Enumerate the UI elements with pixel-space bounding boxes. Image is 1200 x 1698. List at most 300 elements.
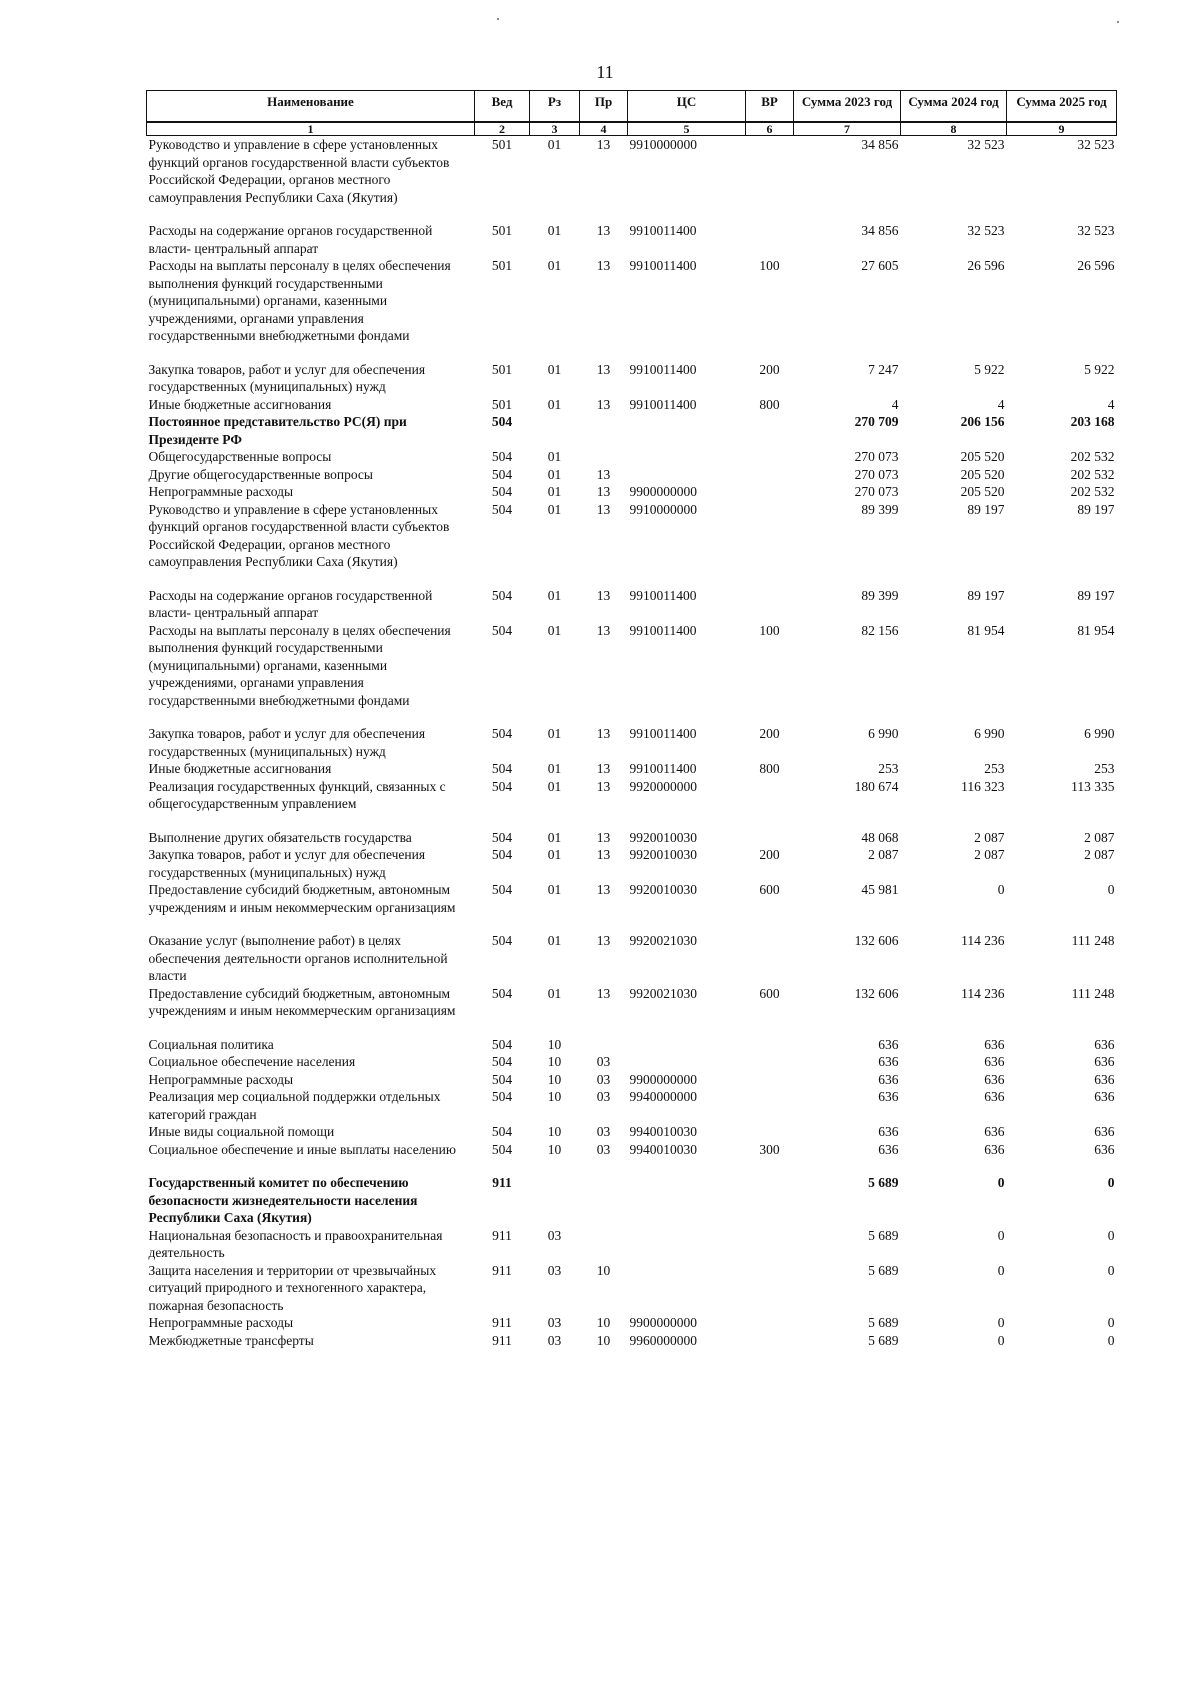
row-cs: 9900000000 [629, 1071, 697, 1087]
row-pr: 13 [596, 778, 611, 794]
row-pr: 13 [596, 396, 611, 412]
row-pr: 10 [596, 1332, 611, 1348]
row-cs: 9910011400 [629, 726, 697, 741]
row-ved: 504 [491, 829, 513, 845]
row-ved: 504 [491, 484, 513, 499]
row-sum-2023: 270 073 [854, 466, 899, 482]
row-rz: 10 [547, 1054, 562, 1069]
table-row [147, 725, 1117, 760]
table-row [147, 136, 1117, 223]
row-rz: 01 [547, 933, 562, 948]
row-pr: 13 [596, 137, 611, 152]
row-sum-2024: 0 [997, 1227, 1005, 1243]
row-vr [746, 448, 794, 466]
row-vr: 200 [759, 361, 780, 377]
row-cs [628, 466, 746, 484]
row-name: Социальное обеспечение и иные выплаты населению [148, 1141, 456, 1157]
row-sum-2024: 636 [984, 1089, 1005, 1104]
row-cs: 9900000000 [629, 1315, 697, 1330]
row-vr: 100 [759, 622, 780, 638]
header-sum-2024: Сумма 2024 год [901, 91, 1007, 123]
row-sum-2025: 202 532 [1070, 466, 1115, 482]
row-ved: 504 [491, 414, 513, 429]
row-vr [746, 1071, 794, 1089]
row-name: Руководство и управление в сфере установленных функций органов государственной власти субъектов Российской Федерации, органов местного самоуправления Республики Саха (Якутия) [148, 137, 450, 205]
row-cs: 9910011400 [629, 361, 697, 377]
row-pr: 10 [596, 1315, 611, 1330]
row-ved: 501 [491, 223, 513, 238]
table-row [147, 466, 1117, 484]
row-ved: 504 [491, 501, 513, 517]
row-name: Руководство и управление в сфере установленных функций органов государственной власти субъектов Российской Федерации, органов местного самоуправления Республики Саха (Якутия) [148, 501, 450, 569]
row-vr [746, 829, 794, 847]
row-sum-2024: 253 [984, 761, 1005, 776]
table-row [147, 829, 1117, 847]
table-row [147, 361, 1117, 396]
row-sum-2025: 4 [1107, 396, 1115, 412]
row-name: Непрограммные расходы [148, 1315, 294, 1330]
column-number: 9 [1007, 122, 1117, 136]
row-sum-2023: 132 606 [854, 985, 899, 1001]
row-cs: 9940000000 [629, 1089, 697, 1104]
row-vr [746, 1174, 794, 1227]
row-sum-2025: 111 248 [1071, 985, 1115, 1001]
row-vr: 600 [759, 882, 780, 897]
row-pr: 13 [596, 587, 611, 603]
row-name: Расходы на содержание органов государственной власти- центральный аппарат [148, 587, 433, 620]
row-name: Другие общегосударственные вопросы [148, 466, 373, 482]
row-sum-2023: 132 606 [854, 933, 899, 948]
row-cs: 9910000000 [629, 501, 697, 517]
row-sum-2024: 81 954 [967, 622, 1005, 638]
row-vr [746, 136, 794, 223]
table-row [147, 1141, 1117, 1175]
row-sum-2024: 0 [997, 882, 1005, 897]
row-sum-2024: 32 523 [967, 223, 1005, 238]
row-sum-2023: 7 247 [868, 361, 899, 377]
table-row [147, 483, 1117, 501]
table-row [147, 396, 1117, 414]
row-sum-2024: 5 922 [974, 361, 1005, 377]
row-sum-2023: 45 981 [861, 882, 899, 897]
row-cs [628, 1227, 746, 1262]
row-rz: 01 [547, 258, 562, 273]
row-name: Иные виды социальной помощи [148, 1124, 335, 1139]
row-pr: 13 [596, 466, 611, 482]
table-row [147, 881, 1117, 932]
row-sum-2024: 0 [997, 1175, 1005, 1190]
row-rz: 03 [547, 1262, 562, 1278]
row-sum-2025: 89 197 [1077, 587, 1115, 603]
row-sum-2024: 206 156 [960, 414, 1005, 429]
row-name: Национальная безопасность и правоохранительная деятельность [148, 1227, 443, 1260]
table-row [147, 257, 1117, 361]
row-pr [580, 1227, 628, 1262]
row-ved: 504 [491, 882, 513, 897]
row-cs: 9910011400 [629, 223, 697, 238]
row-sum-2023: 82 156 [861, 622, 899, 638]
row-sum-2023: 5 689 [868, 1332, 899, 1348]
row-rz: 10 [547, 1141, 562, 1157]
row-sum-2024: 89 197 [967, 587, 1005, 603]
header-cs: ЦС [628, 91, 746, 123]
row-vr [746, 932, 794, 985]
row-vr [746, 1053, 794, 1071]
row-sum-2025: 0 [1107, 1262, 1115, 1278]
row-sum-2025: 0 [1107, 882, 1115, 897]
row-name: Расходы на выплаты персоналу в целях обеспечения выполнения функций государственными (муниципальными) органами, казенными учреждениями, органами управления государственными внебюджетными фондами [148, 622, 451, 708]
row-sum-2023: 5 689 [868, 1227, 899, 1243]
row-sum-2025: 253 [1094, 761, 1115, 776]
header-sum-2025: Сумма 2025 год [1007, 91, 1117, 123]
row-rz: 01 [547, 501, 562, 517]
row-vr [746, 1088, 794, 1123]
row-rz: 03 [547, 1332, 562, 1348]
row-cs [628, 1053, 746, 1071]
row-sum-2025: 81 954 [1077, 622, 1115, 638]
table-row [147, 985, 1117, 1036]
row-rz: 10 [547, 1124, 562, 1139]
row-sum-2025: 0 [1107, 1175, 1115, 1190]
row-vr [746, 466, 794, 484]
row-cs: 9910011400 [629, 258, 697, 273]
row-vr [746, 222, 794, 257]
row-name: Социальная политика [148, 1036, 274, 1052]
row-vr: 200 [759, 847, 780, 862]
row-pr: 13 [596, 882, 611, 897]
row-ved: 501 [491, 258, 513, 273]
row-pr: 13 [596, 361, 611, 377]
budget-table [146, 90, 1117, 1349]
table-row [147, 1123, 1117, 1141]
row-ved: 504 [491, 985, 513, 1001]
row-sum-2023: 4 [891, 396, 899, 412]
row-sum-2023: 253 [878, 761, 899, 776]
row-sum-2025: 2 087 [1084, 847, 1115, 862]
row-vr [746, 1262, 794, 1315]
row-sum-2024: 26 596 [967, 258, 1005, 273]
row-cs: 9960000000 [629, 1332, 697, 1348]
table-row [147, 778, 1117, 829]
table-row [147, 448, 1117, 466]
row-sum-2023: 5 689 [868, 1262, 899, 1278]
row-sum-2024: 205 520 [960, 484, 1005, 499]
row-name: Предоставление субсидий бюджетным, автономным учреждениям и иным некоммерческим организациям [148, 985, 456, 1018]
row-rz: 01 [547, 361, 562, 377]
page-number: 11 [596, 62, 614, 82]
row-sum-2023: 27 605 [861, 258, 899, 273]
table-row [147, 622, 1117, 726]
row-sum-2023: 5 689 [868, 1315, 899, 1330]
row-cs: 9920010030 [629, 882, 697, 897]
row-sum-2023: 6 990 [868, 726, 899, 741]
column-number: 6 [746, 122, 794, 136]
row-cs [628, 1174, 746, 1227]
row-sum-2025: 202 532 [1070, 484, 1115, 499]
row-name: Иные бюджетные ассигнования [148, 396, 332, 412]
row-ved: 504 [491, 1141, 513, 1157]
row-sum-2024: 636 [984, 1124, 1005, 1139]
row-rz: 01 [547, 829, 562, 845]
row-rz: 01 [547, 466, 562, 482]
row-pr [580, 448, 628, 466]
column-number-row [147, 122, 1117, 136]
row-vr [746, 501, 794, 587]
row-vr [746, 1314, 794, 1332]
row-ved: 504 [491, 587, 513, 603]
row-rz: 10 [547, 1089, 562, 1104]
row-name: Реализация мер социальной поддержки отдельных категорий граждан [148, 1089, 441, 1122]
row-name: Расходы на содержание органов государственной власти- центральный аппарат [148, 223, 433, 256]
row-vr: 800 [759, 396, 780, 412]
column-number: 1 [147, 122, 475, 136]
row-rz: 03 [547, 1227, 562, 1243]
row-ved: 504 [491, 449, 513, 464]
row-sum-2025: 32 523 [1077, 137, 1115, 152]
row-name: Предоставление субсидий бюджетным, автономным учреждениям и иным некоммерческим организациям [148, 882, 456, 915]
row-ved: 501 [491, 137, 513, 152]
row-ved: 504 [491, 622, 513, 638]
row-rz: 01 [547, 882, 562, 897]
row-sum-2025: 0 [1107, 1332, 1115, 1348]
row-sum-2023: 34 856 [861, 137, 899, 152]
row-rz: 03 [547, 1315, 562, 1330]
row-sum-2025: 636 [1094, 1036, 1115, 1052]
row-cs: 9910011400 [629, 396, 697, 412]
row-sum-2023: 636 [878, 1124, 899, 1139]
row-sum-2025: 636 [1094, 1054, 1115, 1069]
row-name: Оказание услуг (выполнение работ) в целях обеспечения деятельности органов исполнительной власти [148, 933, 448, 983]
row-pr: 03 [596, 1141, 611, 1157]
row-rz [530, 1174, 580, 1227]
row-vr [746, 413, 794, 448]
row-pr: 13 [596, 847, 611, 862]
row-rz: 01 [547, 622, 562, 638]
row-sum-2024: 2 087 [974, 847, 1005, 862]
row-name: Защита населения и территории от чрезвычайных ситуаций природного и техногенного характера, пожарная безопасность [148, 1262, 437, 1313]
row-sum-2025: 2 087 [1084, 829, 1115, 845]
row-sum-2025: 636 [1094, 1124, 1115, 1139]
row-sum-2023: 270 709 [854, 414, 899, 429]
row-rz: 10 [547, 1071, 562, 1087]
row-sum-2023: 636 [878, 1054, 899, 1069]
row-pr: 03 [596, 1071, 611, 1087]
row-rz: 01 [547, 778, 562, 794]
row-cs [628, 1036, 746, 1054]
table-row [147, 1053, 1117, 1071]
row-sum-2024: 205 520 [960, 449, 1005, 464]
row-rz: 01 [547, 484, 562, 499]
row-pr: 03 [596, 1124, 611, 1139]
row-rz: 01 [547, 726, 562, 741]
row-sum-2025: 32 523 [1077, 223, 1115, 238]
row-pr: 03 [596, 1054, 611, 1069]
row-ved: 504 [491, 847, 513, 862]
row-ved: 504 [491, 1089, 513, 1104]
row-sum-2025: 0 [1107, 1227, 1115, 1243]
row-pr [580, 1174, 628, 1227]
row-rz: 01 [547, 587, 562, 603]
row-vr [746, 1332, 794, 1350]
row-rz: 01 [547, 449, 562, 464]
row-sum-2024: 4 [997, 396, 1005, 412]
row-pr: 13 [596, 933, 611, 948]
table-row [147, 587, 1117, 622]
row-sum-2025: 636 [1094, 1089, 1115, 1104]
row-sum-2024: 636 [984, 1036, 1005, 1052]
row-pr: 13 [596, 985, 611, 1001]
row-ved: 504 [491, 1071, 513, 1087]
row-rz: 01 [547, 223, 562, 238]
row-sum-2023: 89 399 [861, 501, 899, 517]
row-cs [628, 413, 746, 448]
row-sum-2024: 89 197 [967, 501, 1005, 517]
header-rz: Рз [530, 91, 580, 123]
row-name: Социальное обеспечение населения [148, 1054, 356, 1069]
row-cs [628, 1262, 746, 1315]
row-ved: 911 [492, 1262, 512, 1278]
row-sum-2025: 202 532 [1070, 449, 1115, 464]
row-cs [628, 448, 746, 466]
row-cs: 9910011400 [629, 587, 697, 603]
row-sum-2024: 0 [997, 1315, 1005, 1330]
row-vr [746, 483, 794, 501]
row-vr [746, 1227, 794, 1262]
row-name: Закупка товаров, работ и услуг для обеспечения государственных (муниципальных) нужд [148, 361, 426, 394]
scan-dot-top-right [1117, 21, 1119, 23]
header-name: Наименование [147, 91, 475, 123]
row-ved: 504 [491, 933, 513, 948]
row-pr [580, 1036, 628, 1054]
row-sum-2024: 636 [984, 1054, 1005, 1069]
row-sum-2023: 270 073 [854, 449, 899, 464]
row-sum-2023: 636 [878, 1071, 899, 1087]
row-sum-2025: 5 922 [1084, 361, 1115, 377]
scan-dot-top-center [497, 18, 499, 20]
row-vr [746, 1123, 794, 1141]
row-cs: 9920021030 [629, 933, 697, 948]
column-number: 4 [580, 122, 628, 136]
header-row [147, 91, 1117, 123]
row-name: Общегосударственные вопросы [148, 449, 332, 464]
table-row [147, 1262, 1117, 1315]
row-sum-2023: 180 674 [854, 778, 899, 794]
row-name: Закупка товаров, работ и услуг для обеспечения государственных (муниципальных) нужд [148, 847, 426, 880]
row-vr: 300 [759, 1141, 780, 1157]
row-sum-2025: 113 335 [1071, 778, 1115, 794]
row-vr: 200 [759, 726, 780, 741]
table-row [147, 222, 1117, 257]
row-rz: 01 [547, 847, 562, 862]
row-vr [746, 587, 794, 622]
row-ved: 504 [491, 726, 513, 741]
header-ved: Вед [475, 91, 530, 123]
row-vr: 100 [759, 258, 780, 273]
row-ved: 504 [491, 761, 513, 776]
row-rz: 01 [547, 137, 562, 152]
table-row [147, 1088, 1117, 1123]
row-vr: 600 [759, 985, 780, 1001]
column-number: 3 [530, 122, 580, 136]
row-pr: 13 [596, 501, 611, 517]
row-sum-2024: 2 087 [974, 829, 1005, 845]
row-ved: 504 [491, 1054, 513, 1069]
row-ved: 504 [491, 1124, 513, 1139]
row-name: Расходы на выплаты персоналу в целях обеспечения выполнения функций государственными (муниципальными) органами, казенными учреждениями, органами управления государственными внебюджетными фондами [148, 258, 451, 343]
row-name: Реализация государственных функций, связанных с общегосударственным управлением [148, 778, 446, 811]
table-row [147, 1071, 1117, 1089]
row-cs: 9920021030 [629, 985, 697, 1001]
row-sum-2025: 636 [1094, 1071, 1115, 1087]
row-cs: 9910011400 [629, 622, 697, 638]
row-name: Непрограммные расходы [148, 484, 294, 499]
row-sum-2023: 636 [878, 1036, 899, 1052]
row-sum-2025: 0 [1107, 1315, 1115, 1330]
table-row [147, 1174, 1117, 1227]
row-rz: 10 [547, 1036, 562, 1052]
row-pr: 10 [596, 1262, 611, 1278]
row-cs: 9900000000 [629, 484, 697, 499]
row-rz: 01 [547, 396, 562, 412]
header-vr: ВР [746, 91, 794, 123]
row-sum-2024: 6 990 [974, 726, 1005, 741]
row-sum-2023: 34 856 [861, 223, 899, 238]
row-ved: 504 [491, 466, 513, 482]
row-rz [530, 413, 580, 448]
row-cs: 9940010030 [629, 1124, 697, 1139]
row-pr [580, 413, 628, 448]
row-sum-2024: 114 236 [961, 985, 1005, 1001]
row-sum-2025: 6 990 [1084, 726, 1115, 741]
row-ved: 911 [492, 1332, 512, 1348]
row-vr: 800 [759, 761, 780, 776]
row-cs: 9910000000 [629, 137, 697, 152]
row-sum-2025: 203 168 [1070, 414, 1115, 429]
table-body [147, 136, 1117, 1350]
table-row [147, 932, 1117, 985]
row-pr: 13 [596, 622, 611, 638]
row-sum-2024: 0 [997, 1332, 1005, 1348]
table-row [147, 1314, 1117, 1332]
row-sum-2024: 114 236 [961, 933, 1005, 948]
row-name: Закупка товаров, работ и услуг для обеспечения государственных (муниципальных) нужд [148, 726, 426, 759]
row-sum-2023: 270 073 [854, 484, 899, 499]
row-pr: 03 [596, 1089, 611, 1104]
column-number: 5 [628, 122, 746, 136]
table-row [147, 413, 1117, 448]
table-row [147, 1227, 1117, 1262]
row-ved: 501 [491, 396, 513, 412]
row-sum-2024: 636 [984, 1141, 1005, 1157]
row-sum-2025: 89 197 [1077, 501, 1115, 517]
row-name: Межбюджетные трансферты [148, 1332, 314, 1348]
row-sum-2023: 5 689 [868, 1175, 899, 1190]
row-name: Выполнение других обязательств государства [148, 829, 412, 845]
row-ved: 501 [491, 361, 513, 377]
row-cs: 9940010030 [629, 1141, 697, 1157]
row-pr: 13 [596, 223, 611, 238]
row-ved: 504 [491, 778, 513, 794]
row-sum-2024: 205 520 [960, 466, 1005, 482]
row-sum-2025: 636 [1094, 1141, 1115, 1157]
row-cs: 9920010030 [629, 847, 697, 862]
table-row [147, 1036, 1117, 1054]
row-sum-2024: 32 523 [967, 137, 1005, 152]
row-sum-2024: 116 323 [961, 778, 1005, 794]
header-sum-2023: Сумма 2023 год [794, 91, 901, 123]
column-number: 2 [475, 122, 530, 136]
row-cs: 9920010030 [629, 829, 697, 845]
